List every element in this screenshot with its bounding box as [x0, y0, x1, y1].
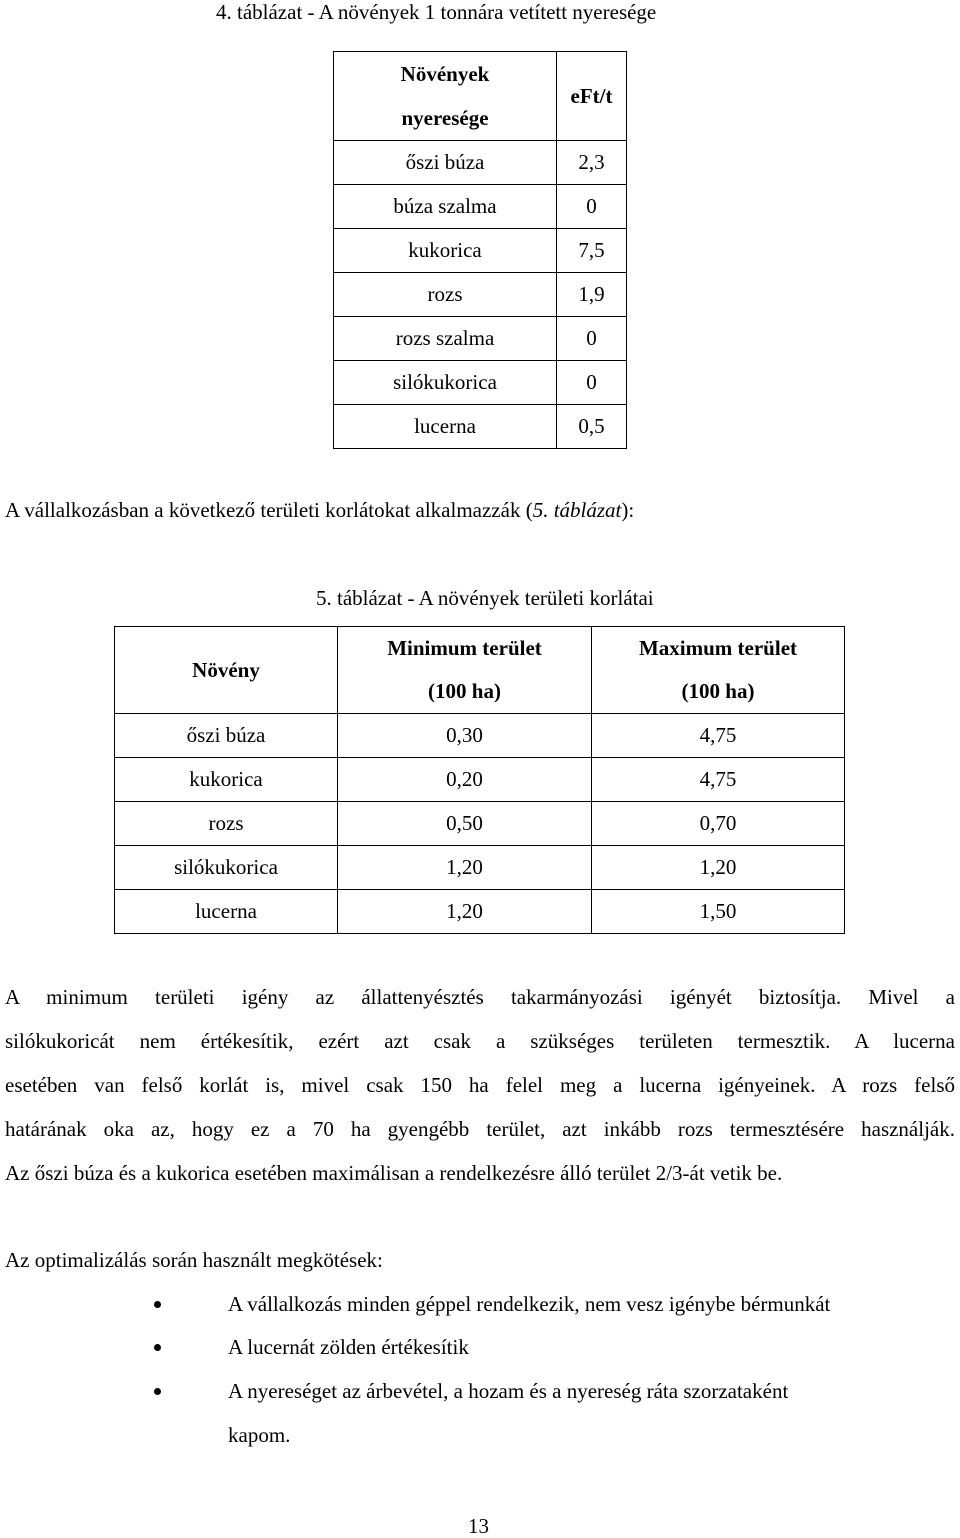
table5-cell-min: 0,50 — [338, 802, 592, 846]
paragraph-line: silókukoricát nem értékesítik, ezért azt csak a szükséges területen termesztik. A lucerna — [5, 1029, 955, 1053]
table-row — [115, 758, 845, 802]
intro-text: A vállalkozásban a következő területi korlátokat alkalmazzák ( — [5, 498, 533, 522]
table5-header-plant: Növény — [115, 627, 338, 714]
table4-cell-plant: rozs szalma — [334, 317, 557, 361]
table5-cell-min: 1,20 — [338, 846, 592, 890]
table5-cell-max: 4,75 — [592, 758, 845, 802]
table-row — [334, 185, 627, 229]
list-item-text-continuation: kapom. — [228, 1423, 291, 1447]
table5-cell-max: 0,70 — [592, 802, 845, 846]
table4-header-plant-line1: Növények — [400, 62, 490, 86]
intro-table-reference: 5. táblázat — [532, 498, 622, 522]
table4-cell-value: 1,9 — [557, 273, 627, 317]
table4-caption: 4. táblázat - A növények 1 tonnára vetített nyeresége — [216, 0, 657, 24]
table-row — [115, 890, 845, 934]
table-row — [115, 846, 845, 890]
table4-cell-plant: búza szalma — [334, 185, 557, 229]
bullet-icon — [154, 1344, 161, 1351]
table5-cell-min: 0,20 — [338, 758, 592, 802]
table5-header-max-line1: Maximum terület — [638, 636, 798, 660]
list-item-text: A vállalkozás minden géppel rendelkezik, nem vesz igénybe bérmunkát — [228, 1292, 831, 1316]
paragraph-line: A minimum területi igény az állattenyésztés takarmányozási igényét biztosítja. Mivel a — [5, 985, 955, 1009]
table4-cell-plant: őszi búza — [334, 141, 557, 185]
table5-header-row — [115, 627, 845, 714]
table-row — [334, 273, 627, 317]
paragraph-line: határának oka az, hogy ez a 70 ha gyengébb terület, azt inkább rozs termesztésére használják. — [5, 1117, 955, 1141]
table5-header-max-line2: (100 ha) — [681, 679, 755, 703]
table5-cell-min: 0,30 — [338, 714, 592, 758]
table-row — [115, 802, 845, 846]
page-number: 13 — [468, 1514, 489, 1538]
intro-text-end: ): — [621, 498, 635, 522]
table4-cell-value: 2,3 — [557, 141, 627, 185]
table5-cell-max: 1,50 — [592, 890, 845, 934]
table4-header-plant-line2: nyeresége — [401, 106, 489, 130]
table5-header-min-line1: Minimum terület — [387, 636, 542, 660]
table5-cell-max: 1,20 — [592, 846, 845, 890]
table5-header-min — [338, 627, 592, 714]
table-row — [334, 361, 627, 405]
table4-cell-plant: silókukorica — [334, 361, 557, 405]
table4-cell-plant: lucerna — [334, 405, 557, 449]
table4-cell-value: 0,5 — [557, 405, 627, 449]
table5-header-max — [592, 627, 845, 714]
constraints-heading: Az optimalizálás során használt megkötések: — [5, 1248, 383, 1272]
table5-caption: 5. táblázat - A növények területi korlátai — [316, 586, 654, 610]
table4-header-plant — [334, 52, 557, 141]
table4-cell-plant: rozs — [334, 273, 557, 317]
intro-sentence — [5, 498, 634, 522]
table4-cell-value: 0 — [557, 361, 627, 405]
table5-cell-plant: kukorica — [115, 758, 338, 802]
table4-header-unit: eFt/t — [557, 52, 627, 141]
table-row — [115, 714, 845, 758]
list-item-text: A nyereséget az árbevétel, a hozam és a nyereség ráta szorzataként — [228, 1379, 789, 1403]
table5-cell-plant: lucerna — [115, 890, 338, 934]
table4-cell-value: 7,5 — [557, 229, 627, 273]
table5-header-min-line2: (100 ha) — [428, 679, 501, 703]
table5-cell-plant: őszi búza — [115, 714, 338, 758]
table-row — [334, 141, 627, 185]
paragraph-line: Az őszi búza és a kukorica esetében maximálisan a rendelkezésre álló terület 2/3-át vetik be. — [5, 1161, 783, 1185]
table4 — [333, 51, 627, 449]
table4-cell-plant: kukorica — [334, 229, 557, 273]
bullet-icon — [154, 1388, 161, 1395]
table-row — [334, 229, 627, 273]
table5-cell-max: 4,75 — [592, 714, 845, 758]
list-item-text: A lucernát zölden értékesítik — [228, 1335, 469, 1359]
table4-header-row — [334, 52, 627, 141]
table5-cell-plant: silókukorica — [115, 846, 338, 890]
table5 — [114, 626, 845, 934]
bullet-icon — [154, 1301, 161, 1308]
table-row — [334, 405, 627, 449]
paragraph-line: esetében van felső korlát is, mivel csak 150 ha felel meg a lucerna igényeinek. A rozs felső — [5, 1073, 955, 1097]
table-row — [334, 317, 627, 361]
table4-cell-value: 0 — [557, 317, 627, 361]
table5-cell-min: 1,20 — [338, 890, 592, 934]
table4-cell-value: 0 — [557, 185, 627, 229]
table5-cell-plant: rozs — [115, 802, 338, 846]
